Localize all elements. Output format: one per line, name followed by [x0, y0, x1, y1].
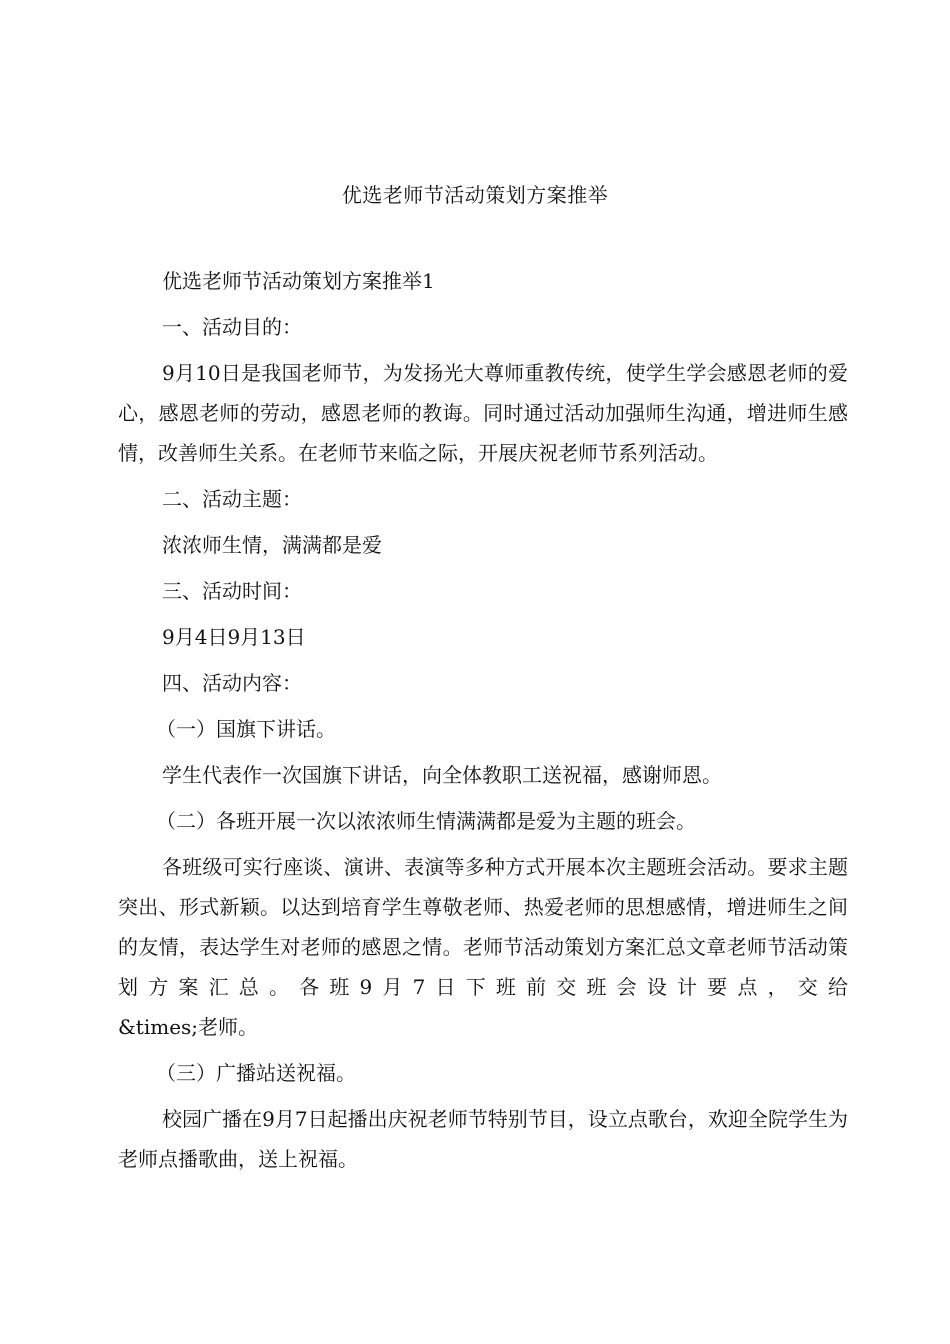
subheading-flag-speech: （一）国旗下讲话。: [156, 717, 336, 741]
section-heading-1: 优选老师节活动策划方案推举1: [162, 269, 435, 293]
subheading-class-meeting: （二）各班开展一次以浓浓师生情满满都是爱为主题的班会。: [156, 809, 696, 833]
paragraph-time: 9月4日9月13日: [162, 625, 306, 649]
heading-activity-purpose: 一、活动目的：: [162, 315, 302, 339]
document-title: 优选老师节活动策划方案推举: [341, 183, 609, 207]
paragraph-flag-speech: 学生代表作一次国旗下讲话，向全体教职工送祝福，感谢师恩。: [162, 763, 722, 787]
document-body: [118, 261, 848, 1179]
paragraph-broadcast: 校园广播在9月7日起播出庆祝老师节特别节目，设立点歌台，欢迎全院学生为老师点播歌曲，送上祝福。: [118, 1107, 848, 1171]
paragraph-class-meeting: 各班级可实行座谈、演讲、表演等多种方式开展本次主题班会活动。要求主题突出、形式新颖。以达到培育学生尊敬老师、热爱老师的思想感情，增进师生之间的友情，表达学生对老师的感恩之情。老师节活动策划方案汇总文章老师节活动策划方案汇总。各班9月7日下班前交班会设计要点，交给: [118, 855, 848, 999]
heading-activity-theme: 二、活动主题：: [162, 487, 302, 511]
paragraph-purpose: 9月10日是我国老师节，为发扬光大尊师重教传统，使学生学会感恩老师的爱心，感恩老师的劳动，感恩老师的教诲。同时通过活动加强师生沟通，增进师生感情，改善师生关系。在老师节来临之际，开展庆祝老师节系列活动。: [118, 361, 848, 465]
subheading-broadcast: （三）广播站送祝福。: [156, 1061, 356, 1085]
paragraph-class-meeting-tail: &times;老师。: [118, 1015, 259, 1039]
heading-activity-time: 三、活动时间：: [162, 579, 302, 603]
heading-activity-content: 四、活动内容：: [162, 671, 302, 695]
paragraph-theme: 浓浓师生情，满满都是爱: [162, 533, 382, 557]
